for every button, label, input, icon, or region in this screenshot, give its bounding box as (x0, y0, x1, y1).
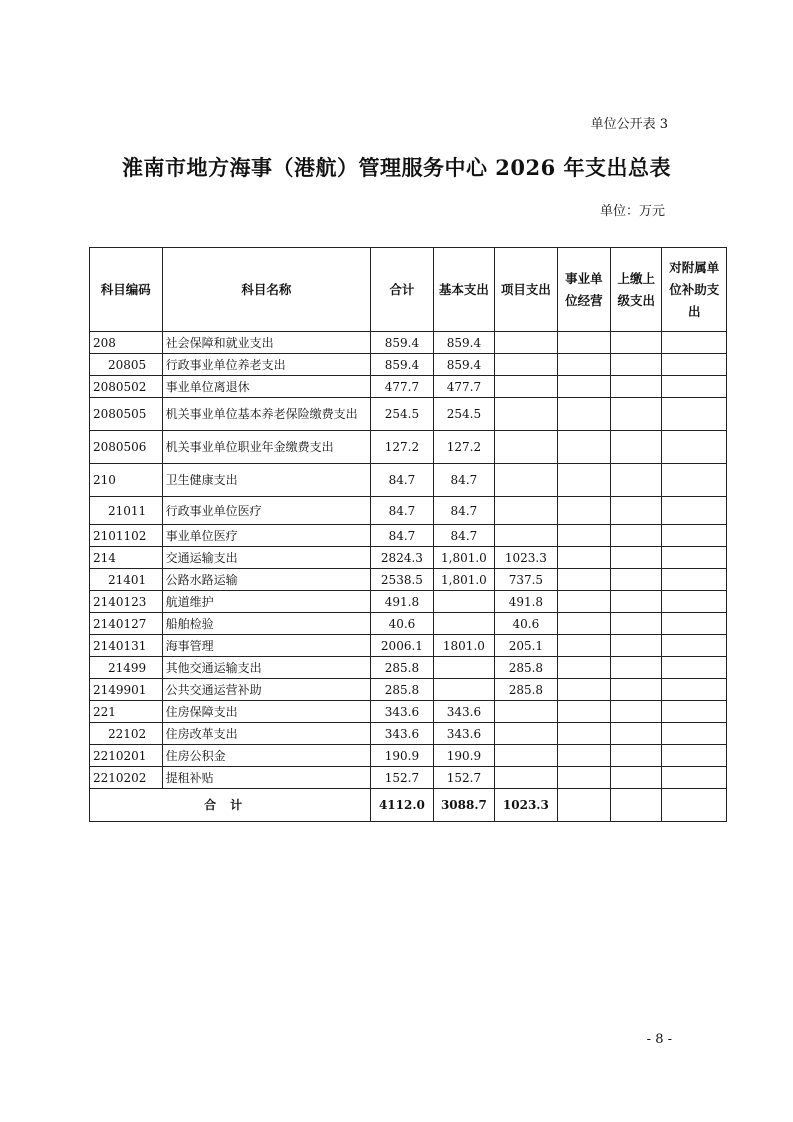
basic-cell: 859.4 (433, 354, 494, 376)
name-cell: 海事管理 (162, 635, 371, 657)
column-header: 科目名称 (162, 248, 371, 332)
code-cell: 21011 (90, 497, 163, 525)
total-cell: 285.8 (371, 657, 433, 679)
empty-cell (557, 569, 610, 591)
empty-cell (662, 657, 727, 679)
name-cell: 机关事业单位基本养老保险缴费支出 (162, 398, 371, 431)
basic-cell: 84.7 (433, 464, 494, 497)
basic-cell: 254.5 (433, 398, 494, 431)
totals-empty-cell (662, 789, 727, 822)
code-cell: 208 (90, 332, 163, 354)
empty-cell (662, 547, 727, 569)
totals-total-cell: 4112.0 (371, 789, 433, 822)
empty-cell (611, 569, 662, 591)
empty-cell (662, 569, 727, 591)
table-body (90, 332, 727, 789)
expenditure-table (89, 247, 727, 822)
name-cell: 行政事业单位养老支出 (162, 354, 371, 376)
code-cell: 21401 (90, 569, 163, 591)
totals-empty-cell (557, 789, 610, 822)
empty-cell (557, 547, 610, 569)
empty-cell (662, 701, 727, 723)
empty-cell (557, 723, 610, 745)
total-cell: 40.6 (371, 613, 433, 635)
project-cell (495, 332, 557, 354)
code-cell: 2080506 (90, 431, 163, 464)
empty-cell (557, 497, 610, 525)
empty-cell (662, 767, 727, 789)
empty-cell (662, 613, 727, 635)
total-cell: 2006.1 (371, 635, 433, 657)
total-cell: 84.7 (371, 525, 433, 547)
code-cell: 21499 (90, 657, 163, 679)
basic-cell (433, 657, 494, 679)
total-cell: 477.7 (371, 376, 433, 398)
table-row (90, 431, 727, 464)
empty-cell (557, 767, 610, 789)
totals-project-cell: 1023.3 (495, 789, 557, 822)
empty-cell (662, 745, 727, 767)
empty-cell (557, 591, 610, 613)
code-cell: 2080505 (90, 398, 163, 431)
code-cell: 221 (90, 701, 163, 723)
basic-cell: 859.4 (433, 332, 494, 354)
empty-cell (611, 723, 662, 745)
table-row (90, 657, 727, 679)
project-cell (495, 701, 557, 723)
name-cell: 航道维护 (162, 591, 371, 613)
table-row (90, 332, 727, 354)
total-cell: 2538.5 (371, 569, 433, 591)
code-cell: 2210202 (90, 767, 163, 789)
empty-cell (611, 497, 662, 525)
basic-cell (433, 613, 494, 635)
empty-cell (662, 723, 727, 745)
name-cell: 船舶检验 (162, 613, 371, 635)
name-cell: 交通运输支出 (162, 547, 371, 569)
name-cell: 公共交通运营补助 (162, 679, 371, 701)
empty-cell (662, 332, 727, 354)
name-cell: 提租补贴 (162, 767, 371, 789)
project-cell (495, 376, 557, 398)
code-cell: 2080502 (90, 376, 163, 398)
table-row (90, 376, 727, 398)
empty-cell (611, 613, 662, 635)
name-cell: 住房改革支出 (162, 723, 371, 745)
empty-cell (611, 767, 662, 789)
project-cell (495, 745, 557, 767)
totals-label: 合计 (90, 789, 371, 822)
empty-cell (662, 591, 727, 613)
code-cell: 2140131 (90, 635, 163, 657)
empty-cell (611, 657, 662, 679)
table-row (90, 354, 727, 376)
empty-cell (557, 613, 610, 635)
project-cell: 205.1 (495, 635, 557, 657)
total-cell: 343.6 (371, 701, 433, 723)
project-cell: 40.6 (495, 613, 557, 635)
basic-cell (433, 591, 494, 613)
column-header: 项目支出 (495, 248, 557, 332)
empty-cell (557, 679, 610, 701)
project-cell (495, 767, 557, 789)
project-cell (495, 723, 557, 745)
empty-cell (611, 354, 662, 376)
empty-cell (611, 525, 662, 547)
name-cell: 社会保障和就业支出 (162, 332, 371, 354)
table-row (90, 679, 727, 701)
basic-cell: 84.7 (433, 497, 494, 525)
empty-cell (611, 701, 662, 723)
page-number: - 8 - (646, 1032, 672, 1047)
code-cell: 214 (90, 547, 163, 569)
basic-cell: 127.2 (433, 431, 494, 464)
table-row (90, 525, 727, 547)
empty-cell (611, 398, 662, 431)
column-header: 基本支出 (433, 248, 494, 332)
name-cell: 卫生健康支出 (162, 464, 371, 497)
empty-cell (557, 745, 610, 767)
table-row (90, 723, 727, 745)
empty-cell (662, 354, 727, 376)
empty-cell (611, 376, 662, 398)
unit-label: 单位：万元 (599, 204, 665, 219)
name-cell: 公路水路运输 (162, 569, 371, 591)
total-cell: 491.8 (371, 591, 433, 613)
empty-cell (557, 464, 610, 497)
name-cell: 住房保障支出 (162, 701, 371, 723)
project-cell: 285.8 (495, 679, 557, 701)
name-cell: 行政事业单位医疗 (162, 497, 371, 525)
empty-cell (662, 635, 727, 657)
empty-cell (662, 376, 727, 398)
code-cell: 2210201 (90, 745, 163, 767)
table-header-row (90, 248, 727, 332)
table-row (90, 635, 727, 657)
total-cell: 2824.3 (371, 547, 433, 569)
empty-cell (611, 464, 662, 497)
project-cell: 1023.3 (495, 547, 557, 569)
basic-cell (433, 679, 494, 701)
empty-cell (611, 431, 662, 464)
empty-cell (611, 591, 662, 613)
column-header: 合计 (371, 248, 433, 332)
empty-cell (662, 464, 727, 497)
code-cell: 22102 (90, 723, 163, 745)
totals-basic-cell: 3088.7 (433, 789, 494, 822)
column-header: 事业单位经营 (557, 248, 610, 332)
total-cell: 127.2 (371, 431, 433, 464)
table-row (90, 497, 727, 525)
empty-cell (557, 376, 610, 398)
basic-cell: 343.6 (433, 701, 494, 723)
total-cell: 285.8 (371, 679, 433, 701)
basic-cell: 1801.0 (433, 635, 494, 657)
empty-cell (557, 701, 610, 723)
total-cell: 859.4 (371, 332, 433, 354)
total-cell: 152.7 (371, 767, 433, 789)
project-cell: 285.8 (495, 657, 557, 679)
empty-cell (557, 332, 610, 354)
empty-cell (662, 398, 727, 431)
column-header: 对附属单位补助支出 (662, 248, 727, 332)
basic-cell: 84.7 (433, 525, 494, 547)
basic-cell: 152.7 (433, 767, 494, 789)
empty-cell (611, 635, 662, 657)
basic-cell: 1,801.0 (433, 547, 494, 569)
name-cell: 事业单位离退休 (162, 376, 371, 398)
empty-cell (557, 354, 610, 376)
total-cell: 84.7 (371, 497, 433, 525)
page-title: 淮南市地方海事（港航）管理服务中心 2026 年支出总表 (121, 155, 672, 180)
table-row (90, 398, 727, 431)
empty-cell (662, 525, 727, 547)
code-cell: 2140127 (90, 613, 163, 635)
empty-cell (662, 679, 727, 701)
empty-cell (611, 679, 662, 701)
code-cell: 2140123 (90, 591, 163, 613)
project-cell (495, 431, 557, 464)
code-cell: 210 (90, 464, 163, 497)
empty-cell (662, 431, 727, 464)
empty-cell (557, 431, 610, 464)
total-cell: 859.4 (371, 354, 433, 376)
totals-empty-cell (611, 789, 662, 822)
table-number-label: 单位公开表 3 (590, 117, 668, 132)
totals-row (90, 789, 727, 822)
project-cell (495, 398, 557, 431)
table-row (90, 613, 727, 635)
project-cell (495, 464, 557, 497)
total-cell: 343.6 (371, 723, 433, 745)
table-row (90, 591, 727, 613)
name-cell: 其他交通运输支出 (162, 657, 371, 679)
table-row (90, 547, 727, 569)
empty-cell (557, 635, 610, 657)
total-cell: 254.5 (371, 398, 433, 431)
empty-cell (557, 398, 610, 431)
code-cell: 2101102 (90, 525, 163, 547)
project-cell (495, 525, 557, 547)
column-header: 科目编码 (90, 248, 163, 332)
basic-cell: 477.7 (433, 376, 494, 398)
project-cell: 737.5 (495, 569, 557, 591)
empty-cell (557, 525, 610, 547)
empty-cell (611, 745, 662, 767)
empty-cell (662, 497, 727, 525)
code-cell: 20805 (90, 354, 163, 376)
table-row (90, 464, 727, 497)
table-row (90, 767, 727, 789)
total-cell: 190.9 (371, 745, 433, 767)
code-cell: 2149901 (90, 679, 163, 701)
empty-cell (611, 332, 662, 354)
project-cell (495, 497, 557, 525)
project-cell (495, 354, 557, 376)
table-row (90, 569, 727, 591)
table-row (90, 701, 727, 723)
total-cell: 84.7 (371, 464, 433, 497)
name-cell: 事业单位医疗 (162, 525, 371, 547)
empty-cell (611, 547, 662, 569)
basic-cell: 343.6 (433, 723, 494, 745)
basic-cell: 1,801.0 (433, 569, 494, 591)
column-header: 上缴上级支出 (611, 248, 662, 332)
name-cell: 机关事业单位职业年金缴费支出 (162, 431, 371, 464)
basic-cell: 190.9 (433, 745, 494, 767)
table-row (90, 745, 727, 767)
empty-cell (557, 657, 610, 679)
name-cell: 住房公积金 (162, 745, 371, 767)
project-cell: 491.8 (495, 591, 557, 613)
